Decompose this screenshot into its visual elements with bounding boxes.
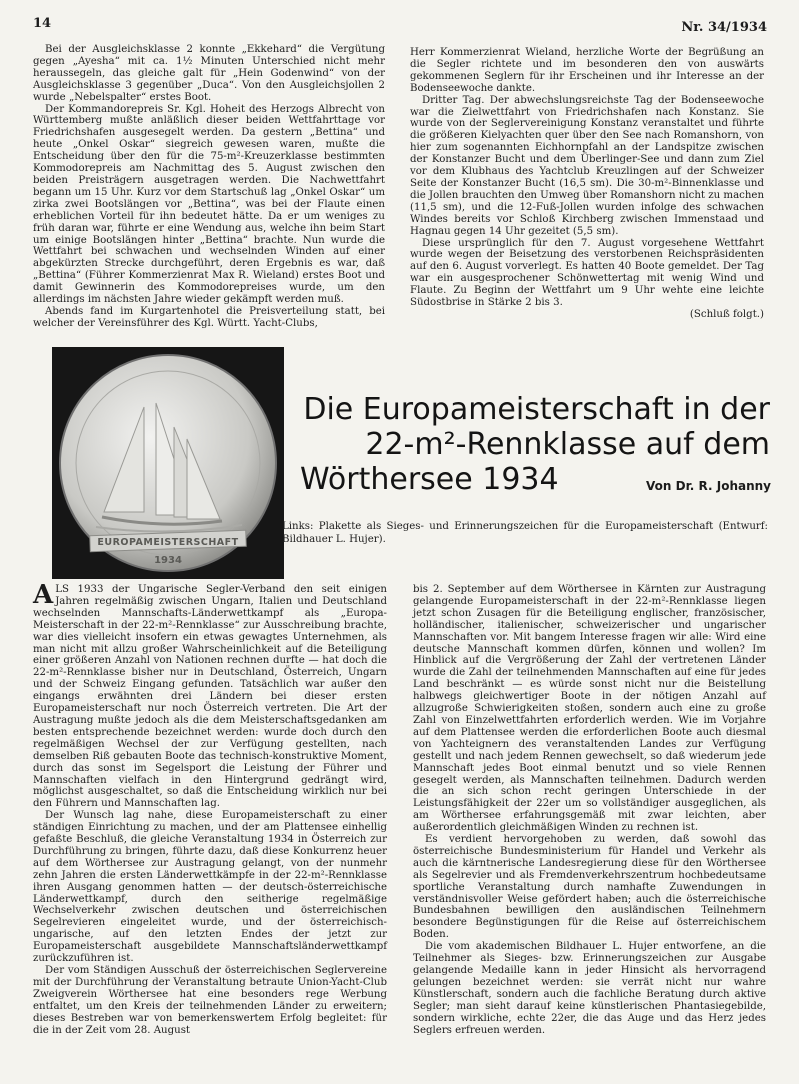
author-byline: Von Dr. R. Johanny xyxy=(646,479,771,493)
paragraph: Der Kommandorepreis Sr. Kgl. Hoheit des Herzogs Albrecht von Württemberg mußte anläßlich dieser beiden Wettfahrttage vor Friedrichshafen ausgesegelt werden. Da gestern „Bettina“ und heute „Onkel Oskar“ siegreich gewesen waren, mußte die Entscheidung über den für die 75-m²-Kreuzerklasse bestimmten Kommodorepreis am Nachmittag des 5. August zwischen den beiden Preisträgern ausgetragen werden. Die Nachwettfahrt begann um 15 Uhr. Kurz vor dem Startschuß lag „Onkel Oskar“ um zirka zwei Bootslängen vor „Bettina“, was bei der Flaute einen erheblichen Vorteil für ihn bedeutet hätte. Da er um weniges zu früh daran war, führte er eine Wendung aus, welche ihn beim Start um einige Bootslängen hinter „Bettina“ brachte. Nun wurde die Wettfahrt bei schwachen und wechselnden Winden auf einer abgekürzten Strecke durchgeführt, deren Ergebnis es war, daß „Bettina“ (Führer Kommerzienrat Max R. Wieland) erstes Boot und damit Gewinnerin des Kommodorepreises wurde, um den allerdings im nächsten Jahre wieder gekämpft werden muß. xyxy=(33,103,385,306)
title-line: Wörthersee 1934 xyxy=(300,462,559,497)
medal-inscription: EUROPAMEISTERSCHAFT xyxy=(97,537,239,548)
paragraph: Diese ursprünglich für den 7. August vorgesehene Wettfahrt wurde wegen der Beisetzung des verstorbenen Reichspräsidenten auf den 6. August vorverlegt. Es hatten 40 Boote gemeldet. Der Tag war ein ausgesprochener Schönwettertag mit wenig Wind und Flaute. Zu Beginn der Wettfahrt um 9 Uhr wehte eine leichte Südostbrise in Stärke 2 bis 3. xyxy=(410,237,764,309)
medal-year: 1934 xyxy=(154,555,182,566)
issue-number: Nr. 34/1934 xyxy=(681,20,767,35)
to-be-continued-note: (Schluß folgt.) xyxy=(689,308,764,320)
paragraph: bis 2. September auf dem Wörthersee in Kärnten zur Austragung gelangende Europameisterschaft in der 22-m²-Rennklasse liegen jetzt schon Zusagen für die Beteiligung englischer, französischer, holländischer, italienischer, schweizerischer und ungarischer Mannschaften vor. Mit bangem Interesse fragen wir alle: Wird eine deutsche Mannschaft kommen dürfen, können und wollen? Im Hinblick auf die Vergrößerung der Zahl der vertretenen Länder wurde die Zahl der teilnehmenden Mannschaften auf eine für jedes Land beschränkt — es würde sonst nicht nur die Beistellung halbwegs gleichwertiger Boote in der nötigen Anzahl auf allzugroße Schwierigkeiten stoßen, sondern auch eine zu große Zahl von Einzelwettfahrten erforderlich werden. Wie im Vorjahre auf dem Plattensee werden die erforderlichen Boote auch diesmal von Yachteignern des veranstaltenden Landes zur Verfügung gestellt und nach jedem Rennen gewechselt, so daß wiederum jede Mannschaft jedes Boot einmal benutzt und so viele Rennen gesegelt werden, als Mannschaften teilnehmen. Dadurch werden die an sich schon recht geringen Unterschiede in der Leistungsfähigkeit der 22er um so vollständiger ausgeglichen, als am Wörthersee erfahrungsgemäß mit zwar leichten, aber außerordentlich gleichmäßigen Winden zu rechnen ist. xyxy=(413,584,766,834)
page-number: 14 xyxy=(33,16,52,31)
paragraph: Dritter Tag. Der abwechslungsreichste Tag der Bodenseewoche war die Zielwettfahrt von Friedrichshafen nach Konstanz. Sie wurde von der Seglervereinigung Konstanz veranstaltet und führte die größeren Kielyachten quer über den See nach Romanshorn, von hier zum sogenannten Eichhornpfahl an der Landspitze zwischen der Konstanzer Bucht und dem Überlinger-See und dann zum Ziel vor dem Klubhaus des Yachtclub Kreuzlingen auf der Schweizer Seite der Konstanzer Bucht (16,5 sm). Die 30-m²-Binnenklasse und die Jollen brauchten den Umweg über Romanshorn nicht zu machen (11,5 sm), und die 12-Fuß-Jollen wurden infolge des schwachen Windes bereits vor Schloß Kirchberg zwischen Immenstaad und Hagnau gegen 14 Uhr gezeitet (5,5 sm). xyxy=(410,94,765,237)
title-line: 22-m²-Rennklasse auf dem xyxy=(365,427,770,462)
paragraph: Abends fand im Kurgartenhotel die Preisverteilung statt, bei welcher der Vereinsführer des Kgl. Württ. Yacht-Clubs, xyxy=(33,305,385,329)
title-line: Die Europameisterschaft in der xyxy=(303,392,770,427)
bottom-left-column xyxy=(33,580,387,1036)
medal-image xyxy=(52,347,284,579)
image-caption: Links: Plakette als Sieges- und Erinnerungszeichen für die Europameisterschaft (Entwurf: Bildhauer L. Hujer). xyxy=(282,521,768,545)
top-right-column xyxy=(410,47,764,321)
bottom-right-column xyxy=(413,584,766,1036)
medal-photo xyxy=(52,347,284,579)
top-left-column xyxy=(33,44,385,330)
drop-cap: A xyxy=(33,580,54,610)
paragraph: Die vom akademischen Bildhauer L. Hujer entworfene, an die Teilnehmer als Sieges- bzw. Erinnerungszeichen zur Ausgabe gelangende Medaille kann in jeder Hinsicht als hervorragend gelungen bezeichnet werden: sie verrät nicht nur wahre Künstlerschaft, sondern auch die fachliche Beratung durch aktive Segler; man sieht darauf keine künstlerischen Phantasiegebilde, sondern wirkliche, echte 22er, die das Auge und das Herz jedes Seglers erfreuen werden. xyxy=(413,941,766,1036)
paragraph: ALS 1933 der Ungarische Segler-Verband den seit einigen Jahren regelmäßig zwischen Ungarn, Italien und Deutschland wechselnden Mannschafts-Länderwettkampf als „Europa-Meisterschaft in der 22-m²-Rennklasse“ zur Ausschreibung brachte, war dies vielleicht insofern ein etwas gewagtes Unternehmen, als man nicht mit allzu großer Wahrscheinlichkeit auf die Beteiligung einer größeren Anzahl von Nationen rechnen durfte — hat doch die 22-m²-Rennklasse bisher nur in Deutschland, Österreich, Ungarn und der Schweiz Eingang gefunden. Tatsächlich war außer den eingangs erwähnten drei Ländern bei dieser ersten Europameisterschaft nur noch Österreich vertreten. Die Art der Austragung mußte jedoch als die dem Meisterschaftsgedanken am besten entsprechende bezeichnet werden: wurde doch durch den regelmäßigen Wechsel der zur Verfügung gestellten, nach demselben Riß gebauten Boote das technisch-konstruktive Moment, durch das sonst im Segelsport die Leistung der Führer und Mannschaften vielfach in den Hintergrund gedrängt wird, möglichst ausgeschaltet, so daß die Entscheidung wirklich nur bei den Führern und Mannschaften lag. xyxy=(33,580,387,810)
paragraph: Es verdient hervorgehoben zu werden, daß sowohl das österreichische Bundesministerium für Handel und Verkehr als auch die kärntnerische Landesregierung diese für den Wörthersee als Segelrevier und als Fremdenverkehrszentrum hochbedeutsame sportliche Veranstaltung durch namhafte Zuwendungen in verständnisvoller Weise gefördert haben; auch die österreichische Bundesbahnen bewilligen den ausländischen Teilnehmern besondere Begünstigungen für die Reise auf österreichischem Boden. xyxy=(413,834,766,941)
paragraph: Der Wunsch lag nahe, diese Europameisterschaft zu einer ständigen Einrichtung zu machen, und der am Plattensee einhellig gefaßte Beschluß, die gleiche Veranstaltung 1934 in Österreich zur Durchführung zu bringen, führte dazu, daß diese Konkurrenz heuer auf dem Wörthersee zur Austragung gelangt, von der nunmehr zehn Jahren die ersten Länderwettkämpfe in der 22-m²-Rennklasse ihren Ausgang genommen hatten — der deutsch-österreichische Länderwettkampf, durch den seitherige regelmäßige Wechselverkehr zwischen deutschen und österreichischen Segelrevieren eingeleitet wurde, und der österreichisch-ungarische, auf den letzten Endes der jetzt zur Europameisterschaft ausgebildete Mannschaftsländerwettkampf zurückzuführen ist. xyxy=(33,810,387,965)
paragraph: Bei der Ausgleichsklasse 2 konnte „Ekkehard“ die Vergütung gegen „Ayesha“ mit ca. 1½ Minuten Unterschied nicht mehr heraussegeln, das gleiche galt für „Hein Godenwind“ von der Ausgleichsklasse 3 gegenüber „Duca“. Von den Ausgleichsjollen 2 wurde „Nebelspalter“ erstes Boot. xyxy=(33,44,385,103)
paragraph: Herr Kommerzienrat Wieland, herzliche Worte der Begrüßung an die Segler richtete und im besonderen den von auswärts gekommenen Seglern für ihr Erscheinen und ihr Interesse an der Bodenseewoche dankte. xyxy=(410,47,764,94)
paragraph: Der vom Ständigen Ausschuß der österreichischen Seglervereine mit der Durchführung der Veranstaltung betraute Union-Yacht-Club Zweigverein Wörthersee hat eine besonders rege Werbung entfaltet, um den Kreis der teilnehmenden Länder zu erweitern; dieses Bestreben war von bemerkenswertem Erfolg begleitet: für die in der Zeit vom 28. August xyxy=(33,965,387,1036)
